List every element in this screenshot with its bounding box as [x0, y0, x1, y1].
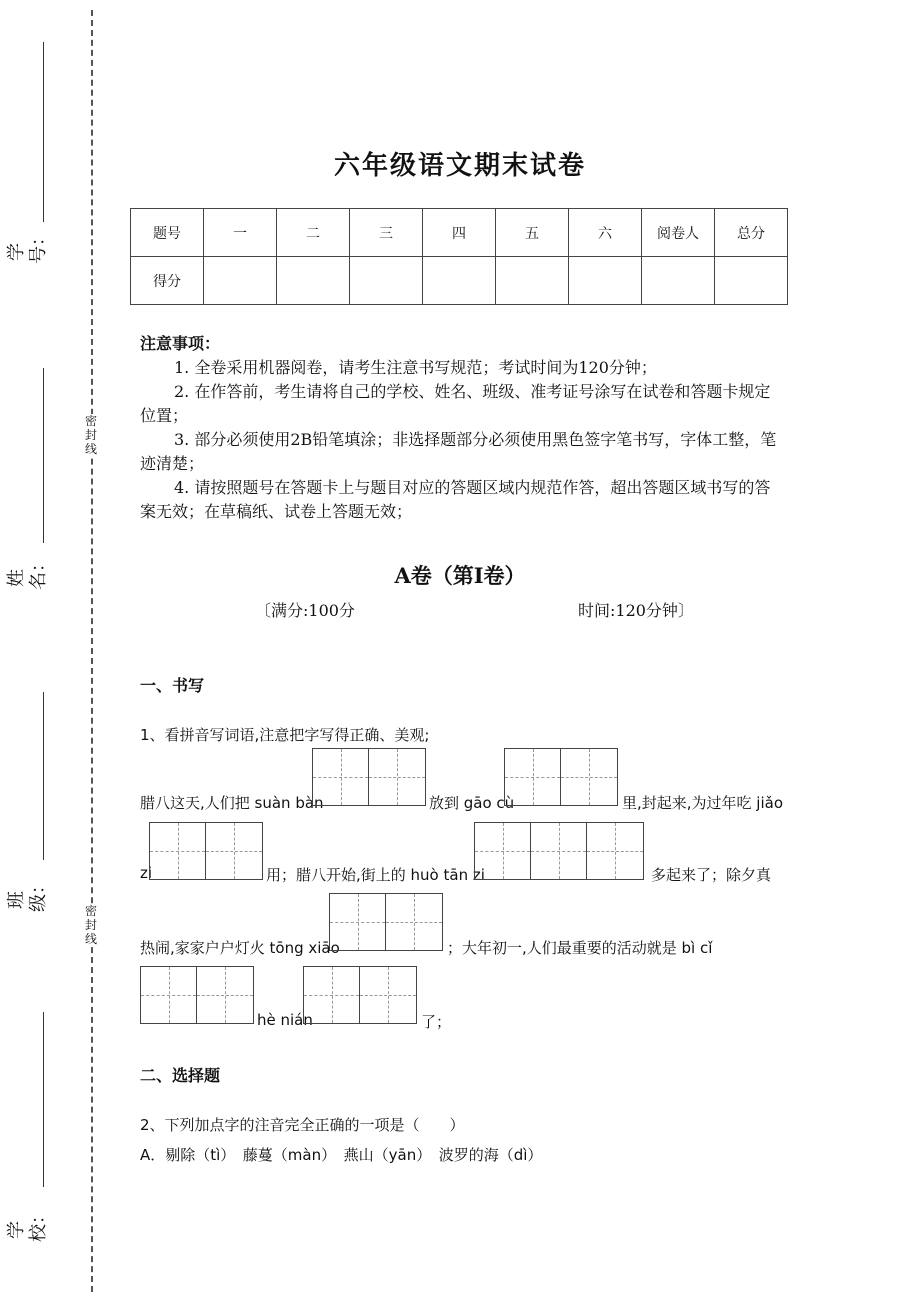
writing-cell — [206, 823, 262, 879]
score-table-header-row — [131, 209, 788, 257]
question-1: 1、看拼音写词语,注意把字写得正确、美观; — [140, 726, 430, 744]
writing-grid[interactable] — [303, 966, 417, 1024]
seal-text-lower: 密封线 — [84, 904, 97, 946]
section-title: A卷（第Ⅰ卷） — [394, 563, 526, 588]
score-table — [130, 208, 788, 305]
notes-heading: 注意事项： — [140, 334, 221, 353]
class-label: 班级： — [6, 876, 49, 912]
writing-cell — [304, 967, 360, 1023]
writing-cell — [197, 967, 253, 1023]
score-header-cell: 题号 — [131, 209, 204, 257]
score-table-score-row — [131, 257, 788, 305]
writing-grid[interactable] — [140, 966, 254, 1024]
score-header-cell: 三 — [350, 209, 423, 257]
score-cell — [715, 257, 788, 305]
score-cell — [350, 257, 423, 305]
notes-item: 2. 在作答前，考生请将自己的学校、姓名、班级、准考证号涂写在试卷和答题卡规定位置； — [140, 382, 771, 425]
name-line — [43, 368, 44, 543]
writing-cell — [561, 749, 617, 805]
score-header-cell: 二 — [277, 209, 350, 257]
writing-grid[interactable] — [474, 822, 644, 880]
exam-time: 时间:120分钟〕 — [578, 601, 694, 620]
writing-cell — [369, 749, 425, 805]
question-2-option-a: A．剔除（tì） 藤蔓（màn） 燕山（yān） 波罗的海（dì） — [140, 1146, 543, 1164]
q1-line4-text: 了； — [421, 1013, 452, 1031]
writing-grid[interactable] — [312, 748, 426, 806]
score-header-cell: 阅卷人 — [642, 209, 715, 257]
school-line — [43, 1012, 44, 1187]
page-title: 六年级语文期末试卷 — [333, 151, 586, 181]
writing-cell — [505, 749, 561, 805]
writing-cell — [360, 967, 416, 1023]
writing-cell — [330, 894, 386, 950]
class-line — [43, 692, 44, 860]
q1-line4-text: hè nián — [257, 1011, 313, 1029]
writing-grid[interactable] — [149, 822, 263, 880]
writing-cell — [141, 967, 197, 1023]
q1-line3-text: ；大年初一,人们最重要的活动就是 bì cǐ — [447, 939, 713, 957]
seal-text-upper: 密封线 — [84, 414, 97, 456]
score-cell — [277, 257, 350, 305]
q1-line1-text: 放到 gāo cù — [429, 794, 515, 812]
q1-line2-text: zi — [140, 864, 153, 882]
score-header-cell: 总分 — [715, 209, 788, 257]
score-cell — [423, 257, 496, 305]
score-cell — [642, 257, 715, 305]
q1-line2-text: 用；腊八开始,街上的 huò tān zi — [266, 866, 485, 884]
score-header-cell: 一 — [204, 209, 277, 257]
part1-heading: 一、书写 — [140, 676, 205, 695]
writing-cell — [587, 823, 643, 879]
writing-grid[interactable] — [329, 893, 443, 951]
writing-cell — [386, 894, 442, 950]
school-label: 学校： — [6, 1206, 49, 1242]
binding-dashed-line — [91, 10, 93, 1292]
notes-item: 1. 全卷采用机器阅卷，请考生注意书写规范；考试时间为120分钟； — [174, 358, 657, 377]
part2-heading: 二、选择题 — [140, 1066, 221, 1085]
student-id-label: 学号： — [6, 228, 49, 264]
writing-cell — [475, 823, 531, 879]
writing-cell — [531, 823, 587, 879]
writing-cell — [313, 749, 369, 805]
writing-cell — [150, 823, 206, 879]
question-2: 2、下列加点字的注音完全正确的一项是（ ） — [140, 1116, 465, 1134]
q1-line3-text: 热闹,家家户户灯火 tōng xiāo — [140, 939, 340, 957]
notes-item: 4. 请按照题号在答题卡上与题目对应的答题区域内规范作答，超出答题区域书写的答案无效；在草稿纸、试卷上答题无效； — [140, 478, 771, 521]
writing-grid[interactable] — [504, 748, 618, 806]
score-cell — [204, 257, 277, 305]
q1-line1-text: 腊八这天,人们把 suàn bàn — [140, 794, 324, 812]
notes-block — [140, 332, 780, 524]
full-score: 〔满分:100分 — [255, 601, 355, 620]
score-header-cell: 五 — [496, 209, 569, 257]
score-cell — [496, 257, 569, 305]
notes-item: 3. 部分必须使用2B铅笔填涂；非选择题部分必须使用黑色签字笔书写，字体工整，笔迹清楚； — [140, 430, 777, 473]
q1-line1-text: 里,封起来,为过年吃 jiǎo — [622, 794, 784, 812]
name-label: 姓名： — [6, 554, 49, 590]
student-id-line — [43, 42, 44, 222]
score-cell — [569, 257, 642, 305]
q1-line2-text: 多起来了；除夕真 — [651, 866, 772, 884]
score-header-cell: 六 — [569, 209, 642, 257]
score-row-label: 得分 — [131, 257, 204, 305]
score-header-cell: 四 — [423, 209, 496, 257]
